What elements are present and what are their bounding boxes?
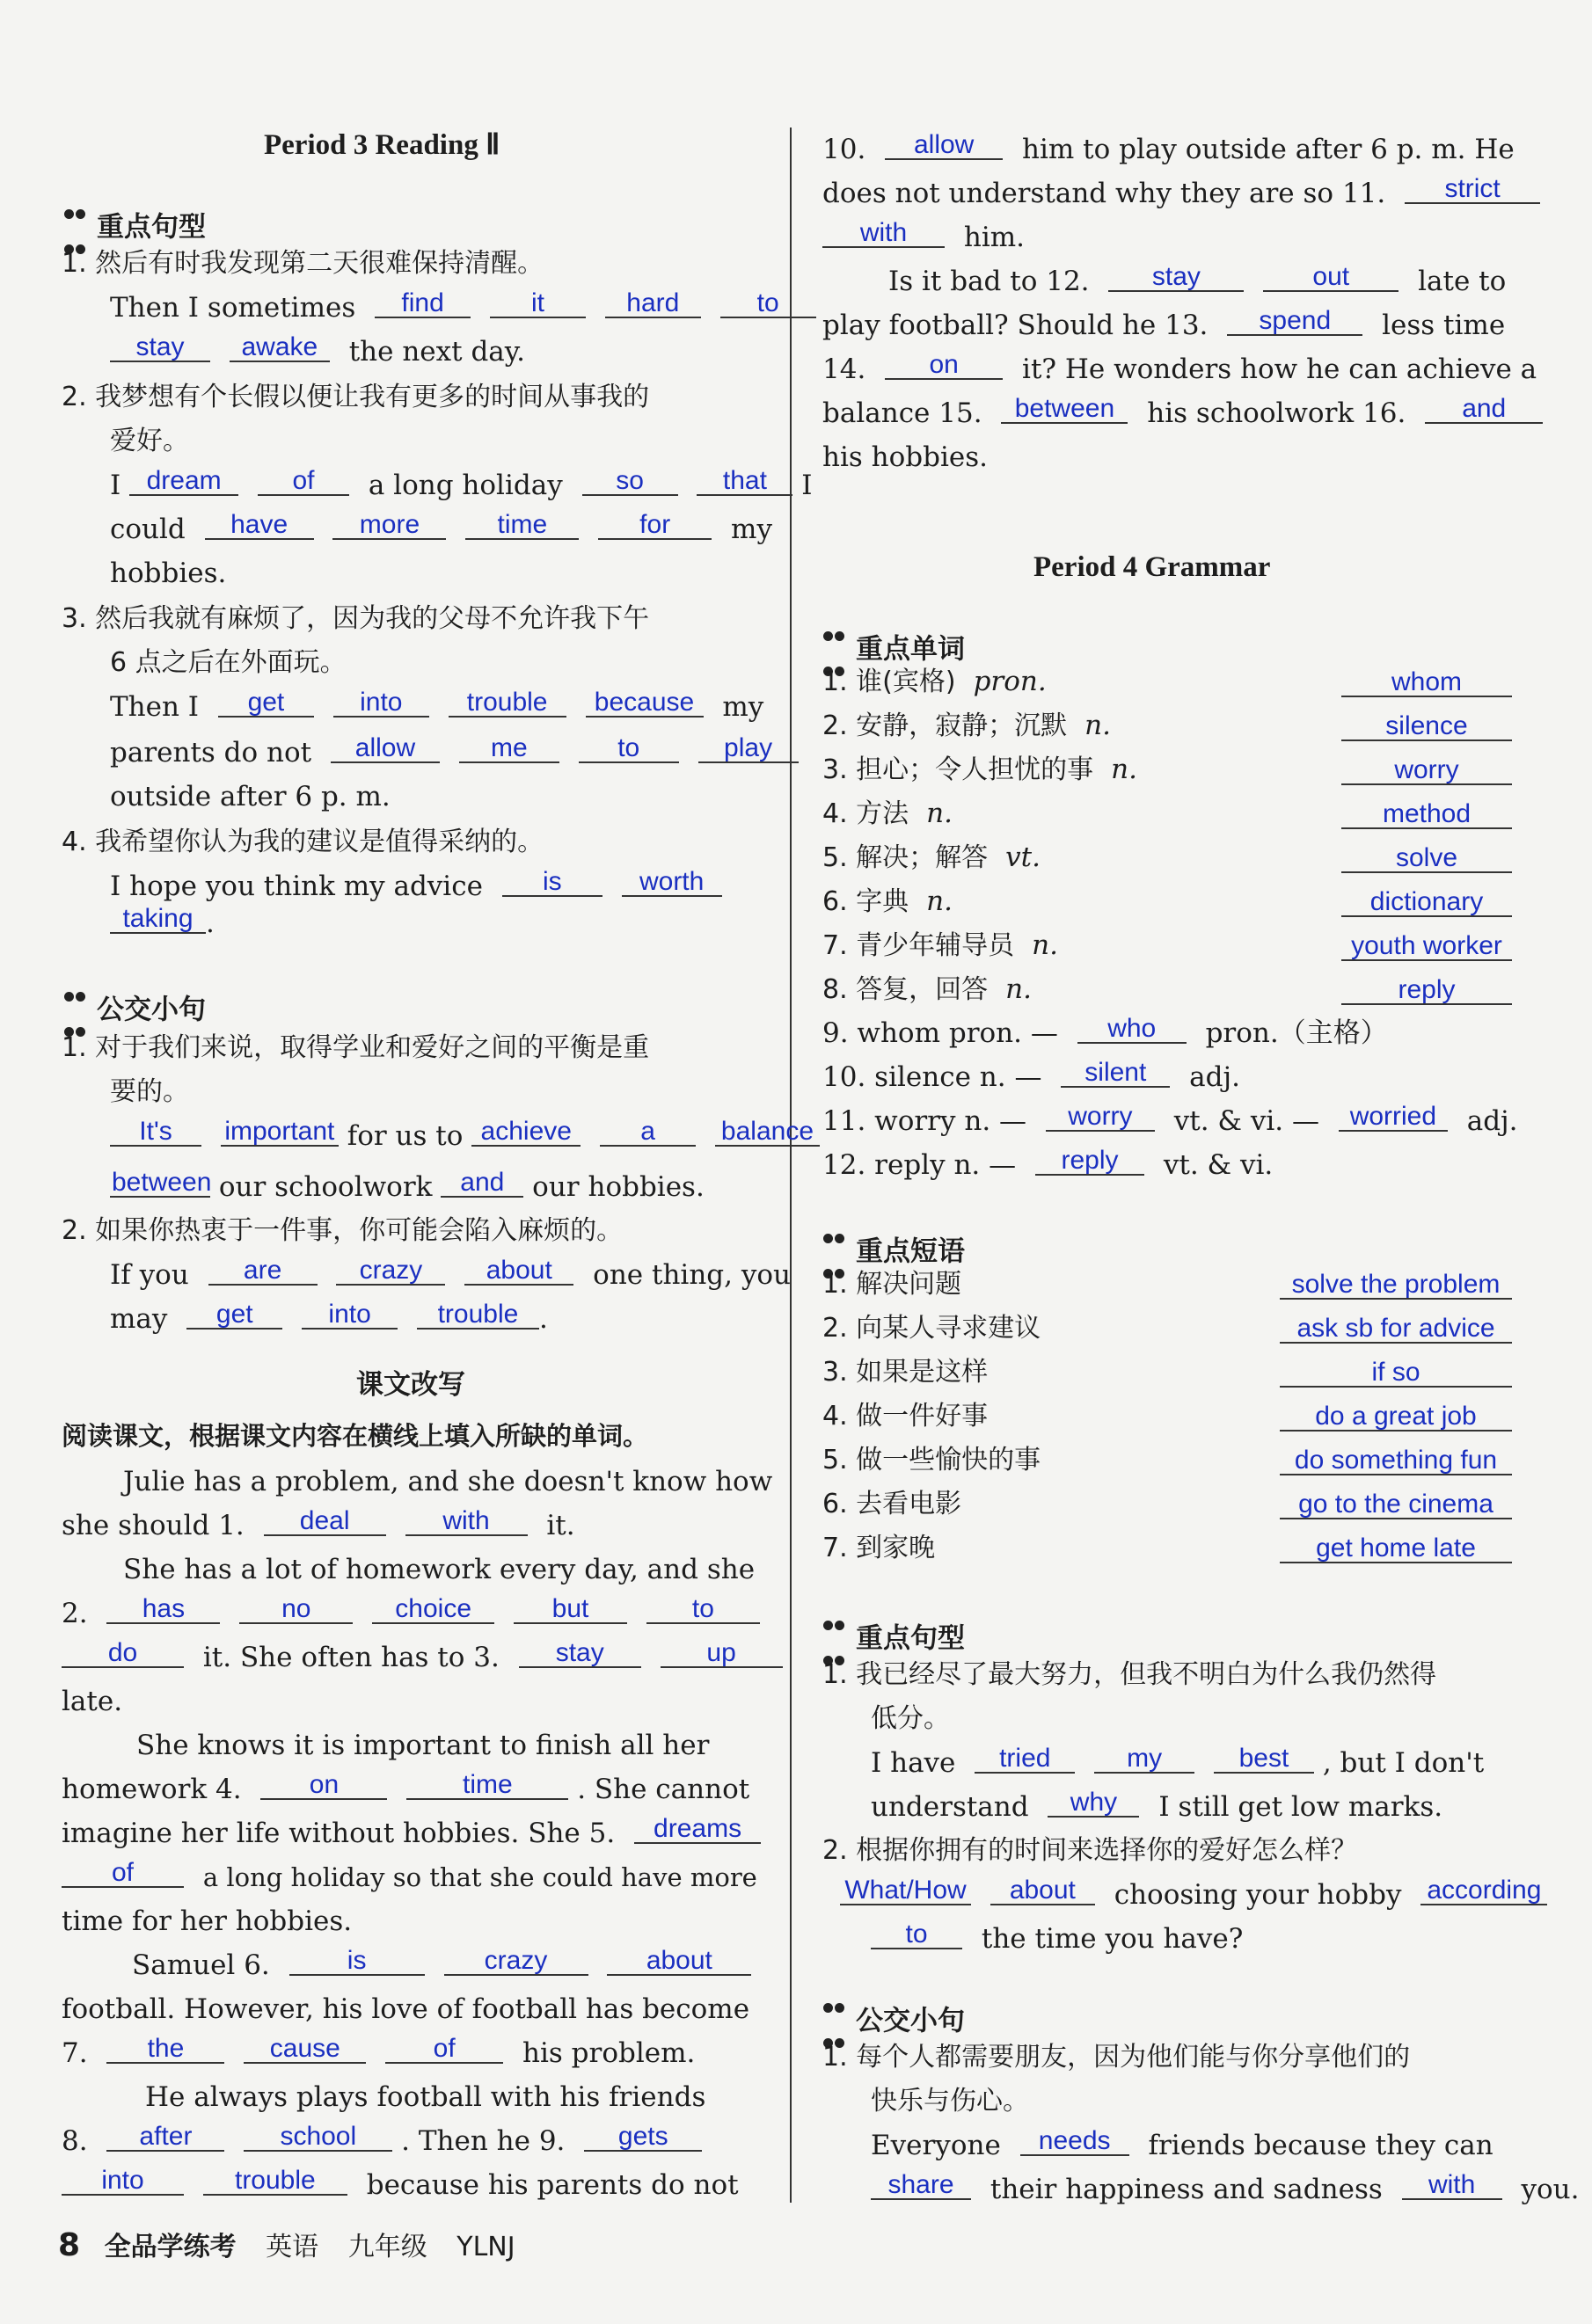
p5-blank-2[interactable]: school — [244, 2124, 392, 2152]
phrase-blank[interactable]: solve the problem — [1280, 1271, 1512, 1300]
p5-line1: He always plays football with his friends — [145, 2081, 706, 2113]
r-line5 — [822, 308, 1505, 343]
b2-blank-2[interactable]: crazy — [336, 1257, 445, 1286]
period3-title: Period 3 Reading Ⅱ — [264, 129, 500, 161]
q3-blank-5[interactable]: allow — [331, 735, 440, 763]
p4-line2: football. However, his love of football has become — [62, 1993, 750, 2025]
q2-blank-5[interactable]: have — [205, 512, 314, 540]
word-blank[interactable]: whom — [1341, 669, 1512, 697]
p3-line1: She knows it is important to finish all her — [136, 1730, 710, 1761]
s2-blank-4[interactable]: to — [871, 1921, 962, 1949]
q2-line2 — [110, 512, 772, 547]
q2-blank-3[interactable]: so — [582, 468, 678, 496]
q1-text: Then I sometimes — [110, 292, 356, 324]
t1-chinese-2: 快乐与伤心。 — [871, 2086, 1029, 2116]
r-line2 — [822, 176, 1540, 211]
w10-blank[interactable]: silent — [1061, 1060, 1170, 1088]
word-pos: n. — [926, 885, 953, 917]
w12-text-2: vt. & vi. — [1163, 1149, 1274, 1181]
t1-text: Everyone — [871, 2130, 1001, 2161]
q1-blank-3[interactable]: hard — [605, 290, 701, 318]
w9-text-2: pron.（主格） — [1205, 1017, 1388, 1049]
q2-text-could: could — [110, 514, 186, 545]
phrase-blank[interactable]: do a great job — [1280, 1403, 1512, 1432]
s1-text-3: understand — [871, 1791, 1029, 1823]
p2-blank-5[interactable]: to — [646, 1596, 760, 1624]
q1-blank-6[interactable]: awake — [230, 334, 330, 362]
p2-blank-3[interactable]: choice — [372, 1596, 494, 1624]
q2-chinese-1: 2. 我梦想有个长假以便让我有更多的时间从事我的 — [62, 382, 650, 412]
p3-line2 — [62, 1772, 749, 1807]
q3-line2 — [110, 735, 799, 770]
r-line6 — [822, 352, 1537, 387]
q3-chinese-2: 6 点之后在外面玩。 — [110, 647, 347, 678]
p4-blank-1[interactable]: is — [289, 1948, 425, 1976]
word-pos: n. — [1084, 710, 1111, 741]
r-blank-15[interactable]: between — [1001, 396, 1128, 424]
b2-blank-3[interactable]: about — [464, 1257, 573, 1286]
s1-blank-3[interactable]: best — [1214, 1745, 1314, 1774]
word-meaning: 5. 解决；解答 — [822, 842, 989, 873]
q3-blank-2[interactable]: into — [333, 689, 429, 718]
q3-line1 — [110, 689, 763, 725]
p3-line5: time for her hobbies. — [62, 1905, 353, 1937]
p2-text: 2. — [62, 1598, 88, 1629]
t1-text-4: you. — [1521, 2174, 1580, 2205]
p1-text: she should 1. — [62, 1510, 245, 1541]
b2-text-may: may — [110, 1303, 168, 1335]
b1-chinese-2: 要的。 — [110, 1076, 189, 1107]
s2-blank-1[interactable]: What/How — [840, 1877, 971, 1905]
b1-line2 — [110, 1169, 705, 1205]
p2-blank-6[interactable]: do — [62, 1640, 184, 1668]
phrase-item — [822, 1266, 1517, 1302]
phrase-meaning: 3. 如果是这样 — [822, 1357, 989, 1388]
t1-blank-1[interactable]: needs — [1020, 2128, 1129, 2156]
q2-blank-8[interactable]: for — [598, 512, 712, 540]
q2-blank-7[interactable]: time — [465, 512, 579, 540]
b2-blank-6[interactable]: trouble — [417, 1301, 539, 1330]
r-blank-13[interactable]: spend — [1227, 308, 1362, 336]
b2-line2: may get into trouble . — [110, 1300, 548, 1335]
q3-blank-3[interactable]: trouble — [449, 689, 566, 718]
p2-line2 — [62, 1596, 760, 1631]
b1-blank-7[interactable]: and — [441, 1169, 523, 1198]
s2-line2 — [871, 1921, 1243, 1956]
r-text-8: less time — [1382, 310, 1506, 341]
w11-text-3: adj. — [1466, 1105, 1518, 1137]
b1-blank-1[interactable]: It's — [110, 1118, 201, 1147]
b1-line1 — [110, 1118, 820, 1154]
footer-brand: 全品学练考 — [104, 2232, 237, 2262]
q1-blank-1[interactable]: find — [375, 290, 471, 318]
p5-line3 — [62, 2167, 739, 2203]
b1-blank-4[interactable]: a — [600, 1118, 696, 1147]
p4-line3 — [62, 2036, 695, 2071]
w9-line — [822, 1016, 1388, 1051]
t1-blank-3[interactable]: with — [1402, 2172, 1502, 2200]
p5-text-2: . Then he 9. — [401, 2125, 566, 2157]
r-text-2: him to play outside after 6 p. m. He — [1022, 134, 1515, 165]
q3-text-my: my — [722, 691, 764, 723]
section-label: 重点句型 — [97, 211, 206, 244]
r-text-6: late to — [1418, 266, 1507, 297]
p5-line2 — [62, 2124, 702, 2159]
w10-line — [822, 1060, 1240, 1095]
r-text-11: balance 15. — [822, 397, 982, 429]
p3-text-2: . She cannot — [577, 1774, 750, 1805]
page-footer — [58, 2225, 515, 2263]
s2-text: choosing your hobby — [1114, 1879, 1402, 1911]
p4-text: Samuel 6. — [132, 1949, 270, 1981]
q3-blank-8[interactable]: play — [698, 735, 799, 763]
word-meaning: 1. 谁(宾格) — [822, 667, 956, 697]
p4-blank-4[interactable]: the — [106, 2036, 224, 2064]
q1-line1 — [110, 290, 816, 325]
p2-blank-4[interactable]: but — [514, 1596, 627, 1624]
s1-chinese-2: 低分。 — [871, 1703, 950, 1734]
word-meaning: 7. 青少年辅导员 — [822, 930, 1015, 961]
r-blank-11b[interactable]: with — [822, 220, 945, 248]
word-item — [822, 972, 1517, 1008]
s2-text-2: the time you have? — [981, 1923, 1244, 1955]
phrase-blank[interactable]: ask sb for advice — [1280, 1315, 1512, 1344]
phrase-meaning: 7. 到家晚 — [822, 1533, 936, 1563]
p2-text-2: it. She often has to 3. — [202, 1642, 500, 1673]
section-label: 重点句型 — [856, 1622, 965, 1655]
r-line3 — [822, 220, 1025, 255]
p3-text-4: a long holiday so that she could have more — [202, 1862, 757, 1892]
word-blank[interactable]: dictionary — [1341, 889, 1512, 917]
s1-blank-2[interactable]: my — [1094, 1745, 1194, 1774]
phrase-blank[interactable]: get home late — [1280, 1535, 1512, 1563]
p1-line1: Julie has a problem, and she doesn't know how — [123, 1466, 773, 1497]
p2-line1: She has a lot of homework every day, and she — [123, 1554, 756, 1585]
b1-text-2: our schoolwork — [218, 1171, 433, 1203]
q1-blank-2[interactable]: it — [490, 290, 586, 318]
column-divider — [790, 127, 792, 2203]
q1-blank-4[interactable]: to — [720, 290, 816, 318]
r-blank-12b[interactable]: out — [1263, 264, 1398, 292]
word-meaning: 3. 担心；令人担忧的事 — [822, 754, 1094, 785]
w11-text-2: vt. & vi. — — [1173, 1105, 1320, 1137]
q4-blank-2[interactable]: worth — [622, 869, 722, 897]
q2-text-my: my — [731, 514, 772, 545]
section-label: 公交小句 — [97, 994, 206, 1026]
phrase-meaning: 2. 向某人寻求建议 — [822, 1313, 1041, 1344]
w12-text: 12. reply n. — — [822, 1149, 1017, 1181]
word-item — [822, 708, 1517, 744]
q2-blank-1[interactable]: dream — [129, 468, 238, 496]
w12-blank[interactable]: reply — [1035, 1147, 1144, 1176]
p2-line3 — [62, 1640, 783, 1675]
s1-line1 — [871, 1745, 1484, 1781]
q3-text-2: parents do not — [110, 737, 312, 769]
footer-grade: 九年级 — [347, 2232, 427, 2262]
q2-text: a long holiday — [368, 470, 563, 501]
b1-chinese-1: 1. 对于我们来说，取得学业和爱好之间的平衡是重 — [62, 1032, 650, 1063]
word-pos: pron. — [973, 666, 1047, 697]
w10-text-2: adj. — [1189, 1061, 1240, 1093]
q4-chinese: 4. 我希望你认为我的建议是值得采纳的。 — [62, 827, 544, 857]
s1-text-4: I still get low marks. — [1158, 1791, 1443, 1823]
p3-blank-2[interactable]: time — [406, 1772, 568, 1800]
w12-line — [822, 1147, 1273, 1183]
r-blank-10[interactable]: allow — [885, 132, 1003, 160]
word-blank[interactable]: worry — [1341, 757, 1512, 785]
r-blank-16[interactable]: and — [1425, 396, 1543, 424]
q3-chinese-1: 3. 然后我就有麻烦了，因为我的父母不允许我下午 — [62, 603, 650, 634]
q3-text: Then I — [110, 691, 200, 723]
p2-blank-1[interactable]: has — [106, 1596, 220, 1624]
r-text: 10. — [822, 134, 866, 165]
r-text-4: him. — [963, 222, 1025, 253]
word-blank[interactable]: silence — [1341, 713, 1512, 741]
s2-chinese: 2. 根据你拥有的时间来选择你的爱好怎么样？ — [822, 1835, 1358, 1866]
p5-blank-4[interactable]: into — [62, 2167, 184, 2196]
w11-line — [822, 1104, 1518, 1139]
q3-blank-4[interactable]: because — [586, 689, 704, 718]
q3-blank-6[interactable]: me — [459, 735, 559, 763]
phrase-blank[interactable]: go to the cinema — [1280, 1491, 1512, 1519]
word-pos: n. — [926, 798, 953, 829]
p1-text-2: it. — [546, 1510, 575, 1541]
p3-blank-3[interactable]: dreams — [634, 1816, 761, 1844]
word-meaning: 6. 字典 — [822, 886, 909, 917]
section-label: 重点短语 — [856, 1235, 965, 1268]
q1-line2 — [110, 334, 525, 369]
q2-blank-6[interactable]: more — [332, 512, 446, 540]
b2-chinese: 2. 如果你热衷于一件事，你可能会陷入麻烦的。 — [62, 1215, 624, 1246]
word-blank[interactable]: reply — [1341, 977, 1512, 1005]
s2-line1 — [840, 1877, 1547, 1912]
phrase-meaning: 4. 做一件好事 — [822, 1401, 989, 1432]
t1-blank-2[interactable]: share — [871, 2172, 971, 2200]
w11-text: 11. worry n. — — [822, 1105, 1027, 1137]
word-pos: n. — [1111, 754, 1137, 785]
section-label: 公交小句 — [856, 2005, 965, 2037]
w11-blank-2[interactable]: worried — [1339, 1104, 1448, 1132]
p2-blank-8[interactable]: up — [661, 1640, 783, 1668]
r-text-7: play football? Should he 13. — [822, 310, 1209, 341]
s1-chinese-1: 1. 我已经尽了最大努力，但我不明白为什么我仍然得 — [822, 1659, 1437, 1690]
q4-blank-3[interactable]: taking — [110, 906, 206, 934]
p4-line1 — [132, 1948, 751, 1983]
b1-blank-2[interactable]: important — [221, 1118, 339, 1147]
b2-blank-4[interactable]: get — [186, 1301, 282, 1330]
p5-text-3: because his parents do not — [366, 2169, 739, 2201]
w11-blank-1[interactable]: worry — [1046, 1104, 1155, 1132]
q2-chinese-2: 爱好。 — [110, 426, 189, 456]
word-meaning: 4. 方法 — [822, 798, 909, 829]
p4-blank-5[interactable]: cause — [244, 2036, 366, 2064]
b2-text-2: one thing, you — [593, 1259, 791, 1291]
p3-blank-4[interactable]: of — [62, 1860, 184, 1888]
s1-blank-4[interactable]: why — [1048, 1789, 1139, 1818]
phrase-meaning: 6. 去看电影 — [822, 1489, 962, 1519]
p5-blank-1[interactable]: after — [106, 2124, 224, 2152]
phrase-blank[interactable]: do something fun — [1280, 1447, 1512, 1475]
b2-text: If you — [110, 1259, 189, 1291]
p3-line4 — [62, 1860, 757, 1895]
q2-line1: I dream of a long holiday so that I — [110, 466, 813, 501]
w9-text: 9. whom pron. — — [822, 1017, 1058, 1049]
p3-text: homework 4. — [62, 1774, 242, 1805]
word-item — [822, 752, 1517, 788]
r-line7 — [822, 396, 1543, 431]
phrase-item — [822, 1398, 1517, 1434]
rewrite-instructions: 阅读课文，根据课文内容在横线上填入所缺的单词。 — [62, 1421, 649, 1451]
phrase-item — [822, 1442, 1517, 1478]
s1-text-2: , but I don't — [1322, 1747, 1485, 1779]
b1-blank-5[interactable]: balance — [715, 1118, 820, 1147]
phrase-item — [822, 1530, 1517, 1566]
word-meaning: 2. 安静，寂静；沉默 — [822, 710, 1068, 741]
phrase-item — [822, 1486, 1517, 1522]
r-text-12: his schoolwork 16. — [1147, 397, 1406, 429]
s1-line2 — [871, 1789, 1442, 1825]
phrase-meaning: 5. 做一些愉快的事 — [822, 1445, 1041, 1475]
t1-text-2: friends because they can — [1148, 2130, 1493, 2161]
q2-blank-4[interactable]: that — [697, 468, 792, 496]
section-rewrite: 课文改写 — [356, 1369, 465, 1401]
word-item — [822, 796, 1517, 832]
phrase-blank[interactable]: if so — [1280, 1359, 1512, 1388]
q3-blank-1[interactable]: get — [218, 689, 314, 718]
r-text-3: does not understand why they are so 11. — [822, 178, 1386, 209]
w9-blank[interactable]: who — [1077, 1016, 1187, 1044]
r-line4 — [888, 264, 1506, 299]
q1-text-2: the next day. — [348, 336, 526, 368]
w10-text: 10. silence n. — — [822, 1061, 1042, 1093]
t1-text-3: their happiness and sadness — [990, 2174, 1383, 2205]
q4-line1 — [110, 869, 722, 904]
word-blank[interactable]: solve — [1341, 845, 1512, 873]
p3-text-3: imagine her life without hobbies. She 5. — [62, 1818, 616, 1849]
p2-blank-2[interactable]: no — [239, 1596, 353, 1624]
r-blank-11[interactable]: strict — [1405, 176, 1540, 204]
p5-blank-5[interactable]: trouble — [203, 2167, 347, 2196]
p2-blank-7[interactable]: stay — [519, 1640, 641, 1668]
word-item — [822, 928, 1517, 964]
phrase-item — [822, 1354, 1517, 1390]
p5-blank-3[interactable]: gets — [584, 2124, 702, 2152]
p4-blank-3[interactable]: about — [607, 1948, 751, 1976]
word-blank[interactable]: youth worker — [1341, 933, 1512, 961]
b1-text: for us to — [347, 1120, 464, 1152]
phrase-item — [822, 1310, 1517, 1346]
q2-line3: hobbies. — [110, 557, 227, 589]
b2-line1 — [110, 1257, 791, 1293]
p3-blank-1[interactable]: on — [260, 1772, 387, 1800]
word-item — [822, 840, 1517, 876]
r-text-5: Is it bad to 12. — [888, 266, 1090, 297]
p4-blank-6[interactable]: of — [385, 2036, 503, 2064]
s2-blank-3[interactable]: according — [1420, 1877, 1547, 1905]
p4-text-2: 7. — [62, 2037, 88, 2069]
page-number: 8 — [58, 2227, 81, 2263]
s2-blank-2[interactable]: about — [990, 1877, 1095, 1905]
t1-line2 — [871, 2172, 1579, 2207]
q4-blank-1[interactable]: is — [502, 869, 602, 897]
q4-text: I hope you think my advice — [110, 871, 483, 902]
word-item — [822, 664, 1517, 700]
p1-blank-1[interactable]: deal — [264, 1508, 386, 1536]
r-blank-12[interactable]: stay — [1108, 264, 1244, 292]
word-item — [822, 884, 1517, 920]
t1-line1 — [871, 2128, 1493, 2163]
p4-text-3: his problem. — [522, 2037, 696, 2069]
b2-blank-1[interactable]: are — [208, 1257, 318, 1286]
b1-blank-3[interactable]: achieve — [471, 1118, 581, 1147]
q3-blank-7[interactable]: to — [579, 735, 679, 763]
word-pos: n. — [1005, 973, 1032, 1005]
r-line8: his hobbies. — [822, 441, 988, 473]
word-pos: vt. — [1005, 841, 1041, 873]
q1-chinese: 1. 然后有时我发现第二天很难保持清醒。 — [62, 248, 544, 279]
footer-subject: 英语 — [266, 2232, 319, 2262]
r-text-10: it? He wonders how he can achieve a — [1022, 353, 1537, 385]
r-line1 — [822, 132, 1515, 167]
b2-blank-5[interactable]: into — [302, 1301, 398, 1330]
phrase-meaning: 1. 解决问题 — [822, 1269, 962, 1300]
p5-text: 8. — [62, 2125, 88, 2157]
p4-blank-2[interactable]: crazy — [444, 1948, 588, 1976]
b1-blank-6[interactable]: between — [112, 1168, 212, 1197]
q4-line2: taking . — [110, 906, 215, 941]
q2-blank-2[interactable]: of — [258, 468, 349, 496]
section-label: 重点单词 — [856, 633, 965, 666]
s1-text: I have — [871, 1747, 956, 1779]
period4-title: Period 4 Grammar — [1033, 551, 1271, 583]
q1-blank-5[interactable]: stay — [110, 334, 210, 362]
word-pos: n. — [1032, 929, 1058, 961]
p1-blank-2[interactable]: with — [405, 1508, 528, 1536]
b1-text-3: our hobbies. — [532, 1171, 705, 1203]
r-text-9: 14. — [822, 353, 866, 385]
p3-line3 — [62, 1816, 761, 1851]
word-meaning: 8. 答复，回答 — [822, 974, 989, 1005]
s1-blank-1[interactable]: tried — [975, 1745, 1075, 1774]
t1-chinese-1: 1. 每个人都需要朋友，因为他们能与你分享他们的 — [822, 2042, 1411, 2073]
q3-line3: outside after 6 p. m. — [110, 781, 391, 812]
word-blank[interactable]: method — [1341, 801, 1512, 829]
r-blank-14[interactable]: on — [885, 352, 1003, 380]
p2-line4: late. — [62, 1686, 123, 1717]
footer-code: YLNJ — [456, 2232, 515, 2262]
p1-line2 — [62, 1508, 575, 1543]
